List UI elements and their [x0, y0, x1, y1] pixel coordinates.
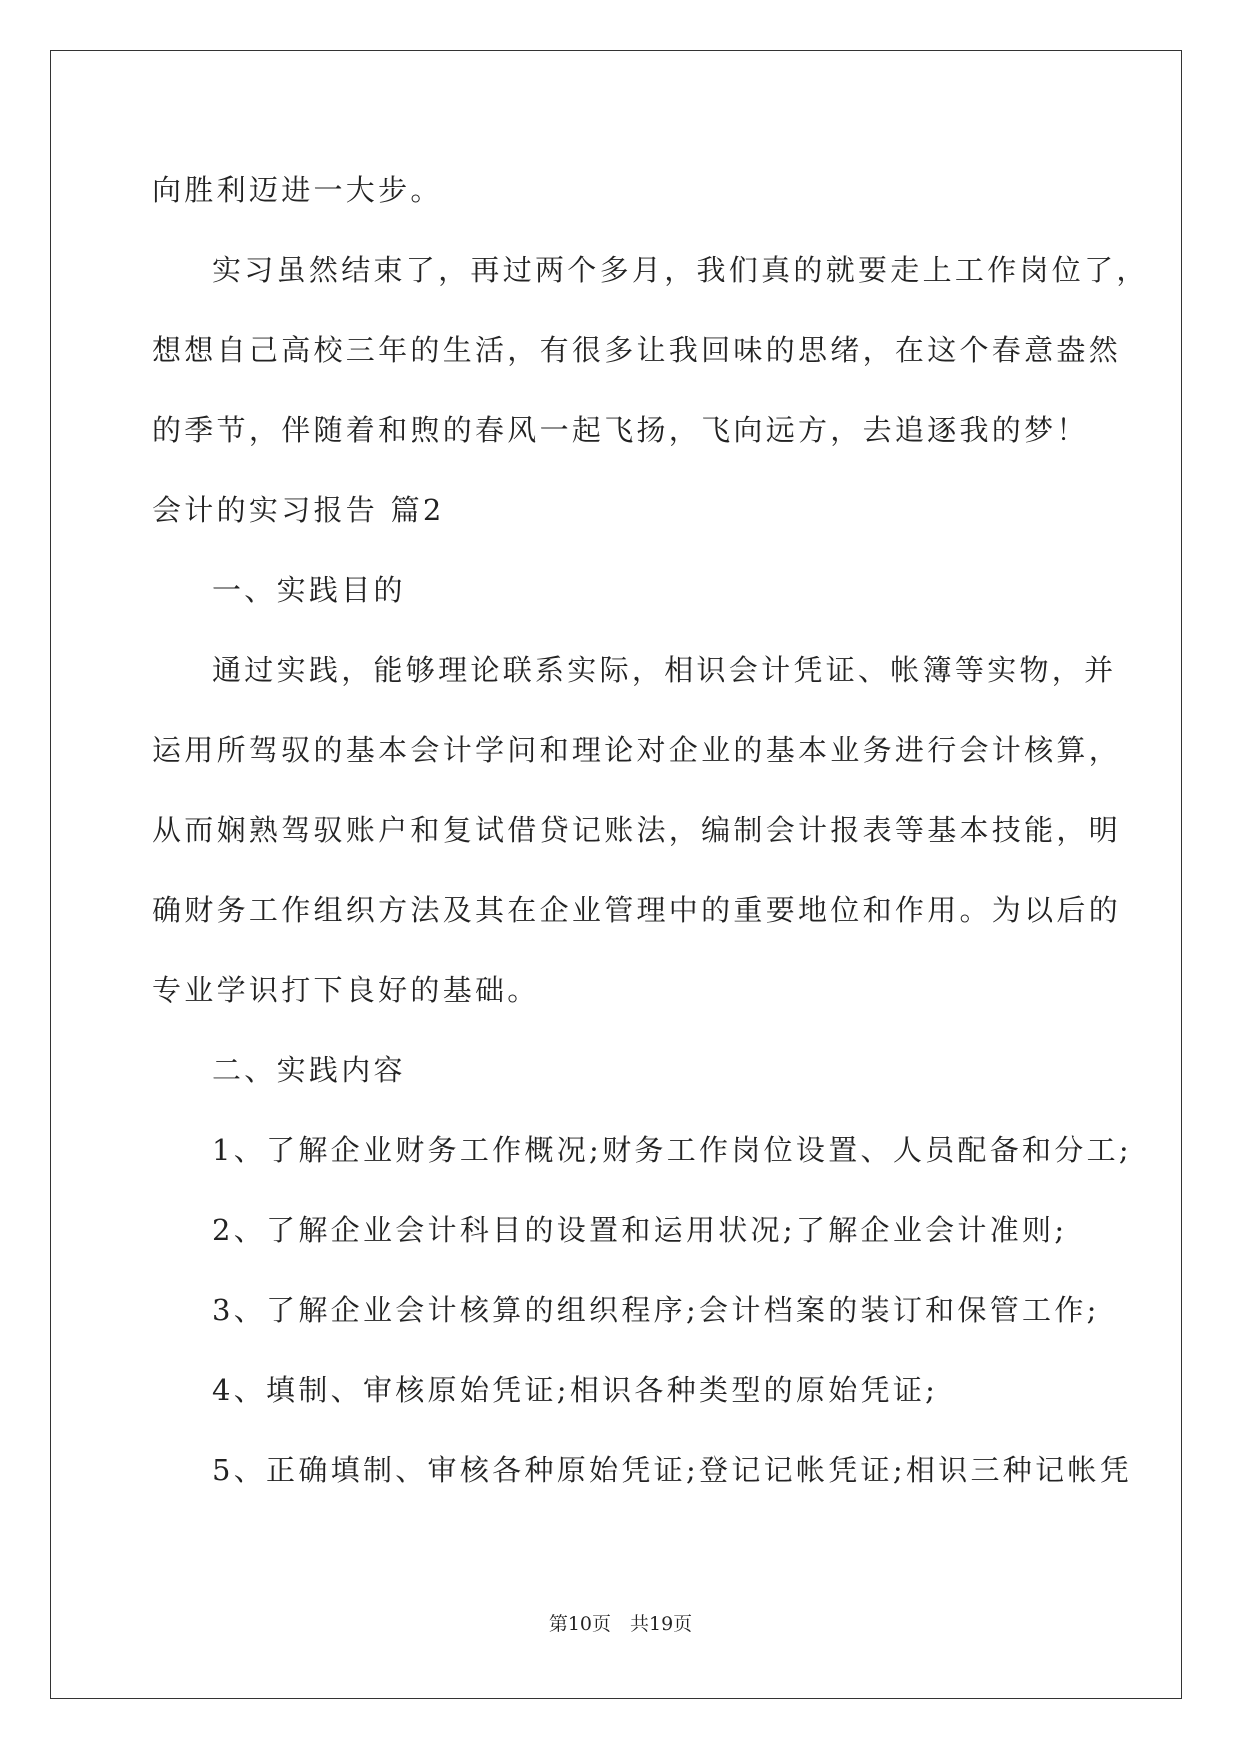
text-line: 运用所驾驭的基本会计学问和理论对企业的基本业务进行会计核算， — [152, 733, 1122, 767]
list-item: 3、了解企业会计核算的组织程序;会计档案的装订和保管工作; — [212, 1293, 1100, 1327]
list-item: 5、正确填制、审核各种原始凭证;登记记帐凭证;相识三种记帐凭 — [212, 1453, 1132, 1487]
text-line: 想想自己高校三年的生活，有很多让我回味的思绪，在这个春意盎然 — [152, 333, 1122, 367]
text-line: 实习虽然结束了，再过两个多月，我们真的就要走上工作岗位了， — [212, 253, 1149, 287]
text-line: 确财务工作组织方法及其在企业管理中的重要地位和作用。为以后的 — [152, 893, 1122, 927]
text-line: 通过实践，能够理论联系实际，相识会计凭证、帐簿等实物，并 — [212, 653, 1117, 687]
text-line: 专业学识打下良好的基础。 — [152, 973, 540, 1007]
list-item: 4、填制、审核原始凭证;相识各种类型的原始凭证; — [212, 1373, 939, 1407]
subsection-heading: 一、实践目的 — [212, 573, 406, 607]
page-number: 第10页 共19页 — [548, 1613, 693, 1635]
text-line: 向胜利迈进一大步。 — [152, 173, 443, 207]
text-line: 从而娴熟驾驭账户和复试借贷记账法，编制会计报表等基本技能，明 — [152, 813, 1122, 847]
list-item: 1、了解企业财务工作概况;财务工作岗位设置、人员配备和分工; — [212, 1133, 1132, 1167]
section-heading: 会计的实习报告 篇2 — [152, 493, 445, 527]
text-line: 的季节，伴随着和煦的春风一起飞扬，飞向远方，去追逐我的梦！ — [152, 413, 1089, 447]
list-item: 2、了解企业会计科目的设置和运用状况;了解企业会计准则; — [212, 1213, 1068, 1247]
subsection-heading: 二、实践内容 — [212, 1053, 406, 1087]
